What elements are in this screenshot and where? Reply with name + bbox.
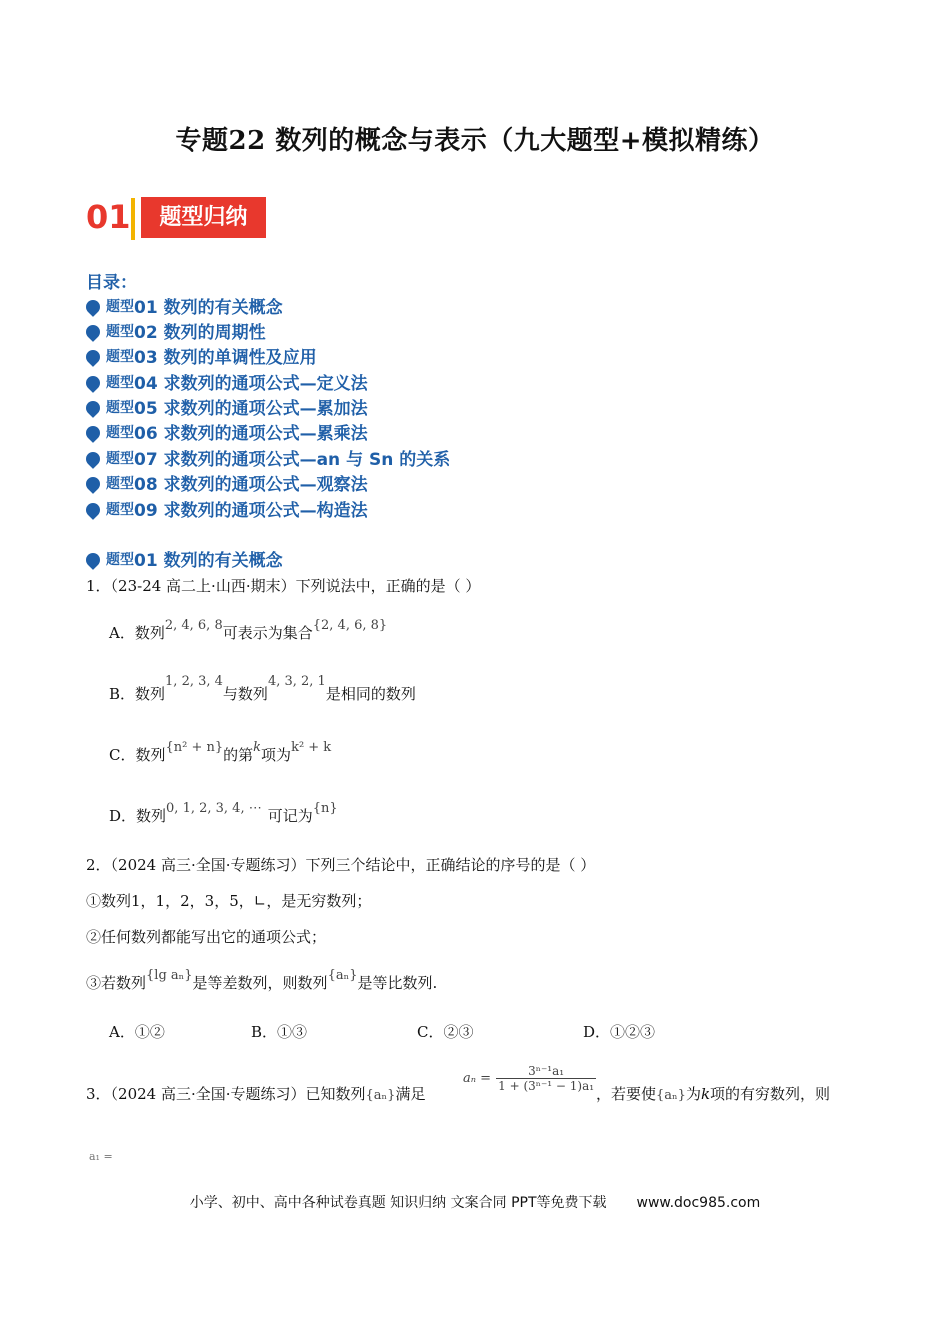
toc-item[interactable]: 题型04 求数列的通项公式—定义法	[86, 369, 368, 393]
q2-option-a: A．①②	[109, 1023, 165, 1041]
toc-item[interactable]: 题型06 求数列的通项公式—累乘法	[86, 419, 368, 443]
location-pin-icon	[83, 449, 103, 469]
location-pin-icon	[83, 347, 103, 367]
math-expr: 0, 1, 2, 3, 4, ⋯	[166, 801, 262, 816]
math-expr: k² + k	[291, 740, 332, 755]
location-pin-icon	[83, 550, 103, 570]
location-pin-icon	[83, 398, 103, 418]
math-expr: {aₙ}	[327, 968, 358, 983]
math-expr: {2, 4, 6, 8}	[312, 618, 388, 633]
q2-statement-2: ②任何数列都能写出它的通项公式；	[86, 928, 327, 946]
math-expr: 4, 3, 2, 1	[267, 674, 326, 689]
toc-item[interactable]: 题型02 数列的周期性	[86, 318, 266, 342]
math-expr: {aₙ}	[656, 1088, 686, 1103]
q3-stem-cont: ，若要使{aₙ}为k项的有穷数列，则	[596, 1085, 831, 1103]
math-expr: {n² + n}	[165, 740, 224, 755]
site-link[interactable]: www.doc985.com	[636, 1195, 761, 1211]
page-title: 专题22 数列的概念与表示（九大题型+模拟精练）	[175, 126, 775, 156]
location-pin-icon	[83, 297, 103, 317]
math-expr: {aₙ}	[365, 1088, 396, 1103]
question-3-stem: 3．（2024 高三·全国·专题练习）已知数列{aₙ}满足	[86, 1085, 426, 1103]
toc-item[interactable]: 题型05 求数列的通项公式—累加法	[86, 394, 368, 418]
toc-heading: 目录：	[86, 273, 137, 293]
math-expr: {n}	[312, 801, 338, 816]
q1-option-c: C．数列{n² + n}的第k项为k² + k	[109, 740, 332, 764]
section-number: 01	[86, 198, 131, 236]
toc-item[interactable]: 题型01 数列的有关概念	[86, 293, 283, 317]
location-pin-icon	[83, 423, 103, 443]
math-expr: 2, 4, 6, 8	[164, 618, 223, 633]
q1-option-d: D．数列0, 1, 2, 3, 4, ⋯ 可记为{n}	[109, 801, 338, 825]
page-footer: 小学、初中、高中各种试卷真题 知识归纳 文案合同 PPT等免费下载 www.doc985.com	[189, 1195, 761, 1211]
q2-statement-1: ①数列1，1，2，3，5，∟，是无穷数列；	[86, 892, 372, 910]
toc-item[interactable]: 题型08 求数列的通项公式—观察法	[86, 470, 368, 494]
q3-answer-prompt: a₁ =	[89, 1150, 113, 1163]
location-pin-icon	[83, 474, 103, 494]
q3-formula: aₙ = $\frac{\text{3ⁿ⁻¹a₁}}{\text{1 + (3ⁿ⁻¹ − 1)a₁}}$	[463, 1064, 595, 1093]
q2-option-d: D．①②③	[583, 1023, 656, 1041]
location-pin-icon	[83, 500, 103, 520]
question-1-stem: 1．（23-24 高二上·山西·期末）下列说法中，正确的是（ ）	[86, 577, 481, 595]
location-pin-icon	[83, 373, 103, 393]
section-divider	[131, 198, 135, 240]
location-pin-icon	[83, 322, 103, 342]
math-expr: {lg aₙ}	[146, 968, 193, 983]
q2-statement-3: ③若数列{lg aₙ}是等差数列，则数列{aₙ}是等比数列.	[86, 968, 438, 992]
math-expr: 1, 2, 3, 4	[165, 674, 223, 689]
q1-option-a: A．数列2, 4, 6, 8可表示为集合{2, 4, 6, 8}	[109, 618, 388, 642]
q2-option-c: C．②③	[417, 1023, 474, 1041]
math-expr: k	[253, 740, 262, 755]
toc-item[interactable]: 题型03 数列的单调性及应用	[86, 343, 317, 367]
q1-option-b: B．数列1, 2, 3, 4与数列4, 3, 2, 1是相同的数列	[109, 674, 416, 703]
section-label: 题型归纳	[141, 197, 266, 238]
question-2-stem: 2．（2024 高三·全国·专题练习）下列三个结论中，正确结论的序号的是（ ）	[86, 856, 596, 874]
toc-item[interactable]: 题型07 求数列的通项公式—an 与 Sn 的关系	[86, 445, 450, 469]
subsection-heading: 题型01 数列的有关概念	[86, 546, 283, 570]
q2-option-b: B．①③	[251, 1023, 308, 1041]
toc-item[interactable]: 题型09 求数列的通项公式—构造法	[86, 496, 368, 520]
